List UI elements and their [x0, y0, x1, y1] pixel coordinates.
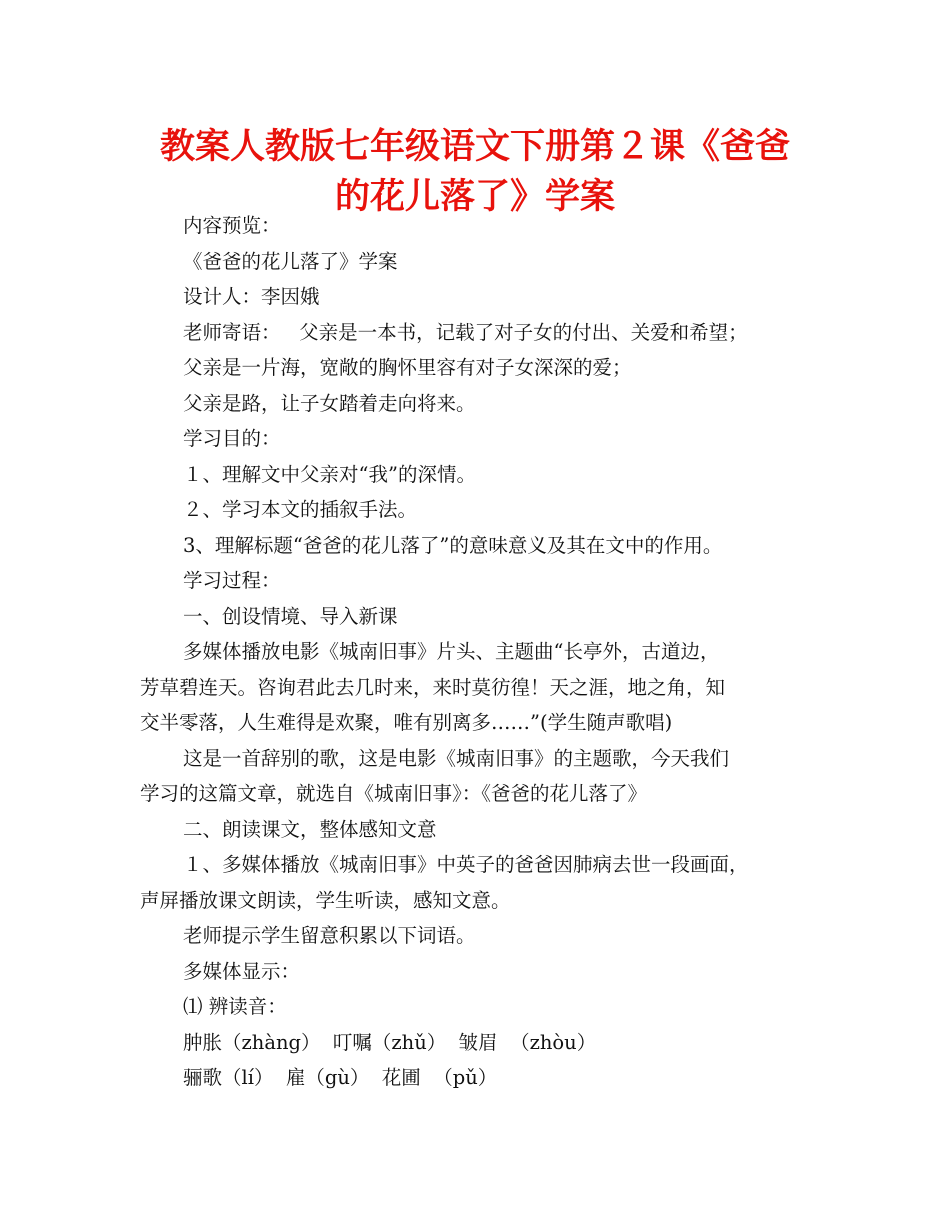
- paragraph-section-2: 二、朗读课文，整体感知文意: [183, 817, 437, 841]
- paragraph-section-1: 一、创设情境、导入新课: [183, 604, 398, 628]
- paragraph-teacher-words-2: 父亲是一片海，宽敞的胸怀里容有对子女深深的爱；: [183, 356, 632, 379]
- paragraph-designer: 设计人：李因娥: [183, 285, 320, 308]
- paragraph-intro-3: 交半零落，人生难得是欢聚，唯有别离多……”(学生随声歌唱): [140, 711, 673, 734]
- paragraph-read-2: 声屏播放课文朗读，学生听读，感知文意。: [140, 888, 511, 912]
- paragraph-display-label: 多媒体显示：: [183, 959, 301, 983]
- paragraph-pron-1: 肿胀（zhàng） 叮嘱（zhǔ） 皱眉 （zhòu）: [183, 1030, 597, 1054]
- paragraph-pron-2: 骊歌（lí） 雇（gù） 花圃 （pǔ）: [183, 1066, 498, 1089]
- paragraph-doc-name: 《爸爸的花儿落了》学案: [183, 249, 398, 273]
- paragraph-process-label: 学习过程：: [183, 569, 281, 592]
- title-line-2: 的花儿落了》学案: [334, 177, 615, 217]
- title-line-1: 教案人教版七年级语文下册第２课《爸爸: [159, 127, 790, 167]
- paragraph-preview-label: 内容预览：: [183, 214, 281, 237]
- paragraph-read-1: １、多媒体播放《城南旧事》中英子的爸爸因肺病去世一段画面，: [183, 853, 749, 876]
- paragraph-goal-3: 3、理解标题“爸爸的花儿落了”的意味意义及其在文中的作用。: [183, 533, 723, 557]
- paragraph-hint: 老师提示学生留意积累以下词语。: [183, 924, 476, 947]
- document-body: [140, 208, 820, 1096]
- paragraph-teacher-words-3: 父亲是路，让子女踏着走向将来。: [183, 391, 476, 415]
- paragraph-pron-label: ⑴ 辨读音：: [183, 995, 287, 1018]
- paragraph-intro-1: 多媒体播放电影《城南旧事》片头、主题曲“长亭外，古道边，: [183, 640, 720, 663]
- document-title: [140, 122, 810, 222]
- paragraph-intro-4: 这是一首辞别的歌，这是电影《城南旧事》的主题歌，今天我们: [183, 746, 730, 770]
- paragraph-goals-label: 学习目的：: [183, 427, 281, 450]
- paragraph-teacher-words-1: 老师寄语： 父亲是一本书，记载了对子女的付出、关爱和希望；: [183, 320, 748, 344]
- paragraph-goal-2: ２、学习本文的插叙手法。: [183, 498, 418, 521]
- paragraph-goal-1: １、理解文中父亲对“我”的深情。: [183, 462, 476, 486]
- paragraph-intro-2: 芳草碧连天。咨询君此去几时来，来时莫彷徨！天之涯，地之角，知: [140, 675, 726, 699]
- paragraph-intro-5: 学习的这篇文章，就选自《城南旧事》：《爸爸的花儿落了》: [140, 782, 648, 805]
